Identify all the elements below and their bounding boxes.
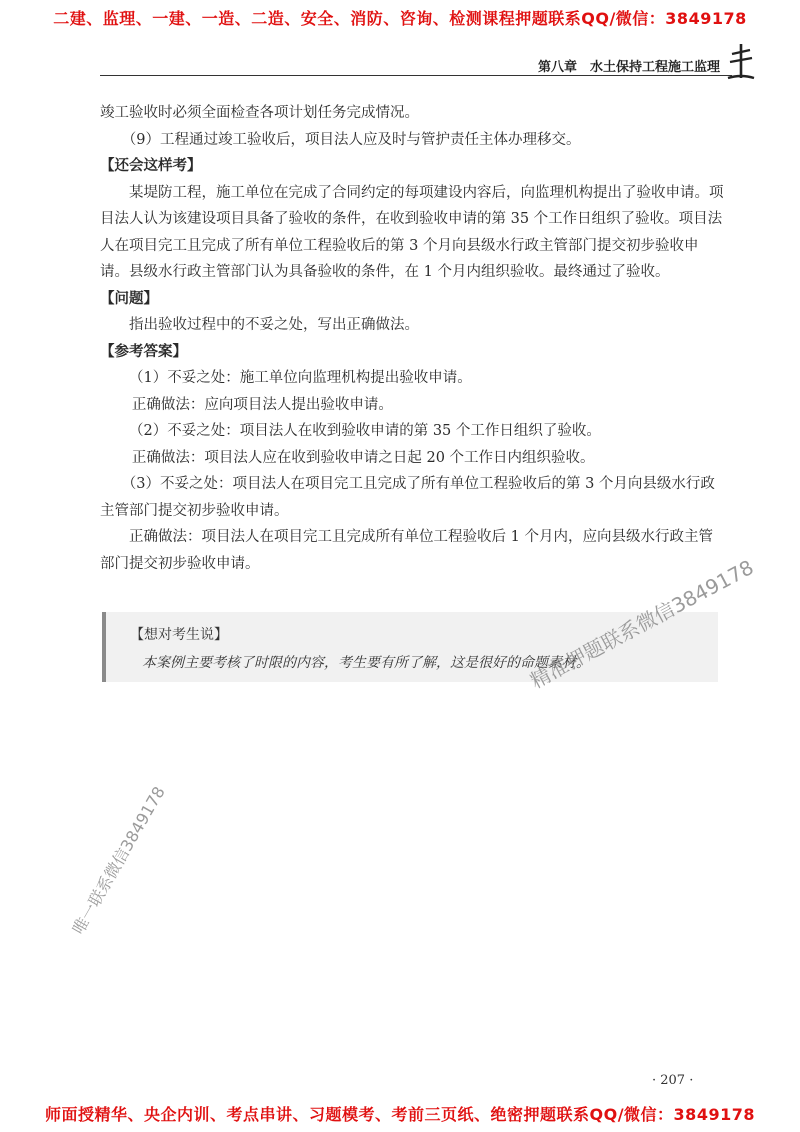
page-number: · 207 ·	[652, 1073, 694, 1088]
watermark-text: 精准押题联系微信3849178	[526, 554, 758, 694]
section-heading-also-exam: 【还会这样考】	[100, 158, 202, 174]
bottom-promo-banner: 师面授精华、央企内训、考点串讲、习题模考、考前三页纸、绝密押题联系QQ/微信：3849178	[45, 1105, 755, 1124]
main-content	[100, 100, 725, 577]
question-text: 指出验收过程中的不妥之处，写出正确做法。	[129, 317, 419, 333]
watermark-text: 唯一联系微信3849178	[68, 783, 169, 938]
chapter-title: 第八章 水土保持工程施工监理	[537, 60, 720, 75]
answer-right-3: 正确做法：项目法人在项目完工且完成所有单位工程验收后 1 个月内，应向县级水行政主管部门提交初步验收申请。	[100, 529, 713, 572]
section-heading-answer: 【参考答案】	[100, 343, 187, 360]
header-divider	[100, 75, 732, 76]
answer-wrong-2: （2）不妥之处：项目法人在收到验收申请的第 35 个工作日组织了验收。	[129, 423, 601, 439]
section-heading-question: 【问题】	[100, 290, 158, 307]
case-paragraph: 某堤防工程，施工单位在完成了合同约定的每项建设内容后，向监理机构提出了验收申请。项目法人认为该建设项目具备了验收的条件，在收到验收申请的第 35 个工作日组织了验收。项目法人在项目完工且完成了所有单位工程验收后的第 3 个月向县级水行政主管部门提交初步验收申请。县级水行政主管部门认为具备验收的条件，在 1 个月内组织验收。最终通过了验收。	[100, 184, 724, 280]
top-promo-banner: 二建、监理、一建、一造、二造、安全、消防、咨询、检测课程押题联系QQ/微信：3849178	[53, 9, 747, 28]
tip-box-title: 【想对考生说】	[130, 627, 228, 643]
text-line: 竣工验收时必须全面检查各项计划任务完成情况。	[100, 105, 419, 121]
text-line: （9）工程通过竣工验收后，项目法人应及时与管护责任主体办理移交。	[121, 131, 581, 148]
chapter-logo-icon	[724, 40, 758, 82]
tip-box-text: 本案例主要考核了时限的内容，考生要有所了解，这是很好的命题素材。	[142, 655, 590, 671]
answer-wrong-3: （3）不妥之处：项目法人在项目完工且完成了所有单位工程验收后的第 3 个月向县级水行政主管部门提交初步验收申请。	[100, 476, 715, 519]
answer-wrong-1: （1）不妥之处：施工单位向监理机构提出验收申请。	[129, 370, 472, 386]
answer-right-1: 正确做法：应向项目法人提出验收申请。	[131, 396, 393, 413]
answer-right-2: 正确做法：项目法人应在收到验收申请之日起 20 个工作日内组织验收。	[131, 449, 595, 466]
